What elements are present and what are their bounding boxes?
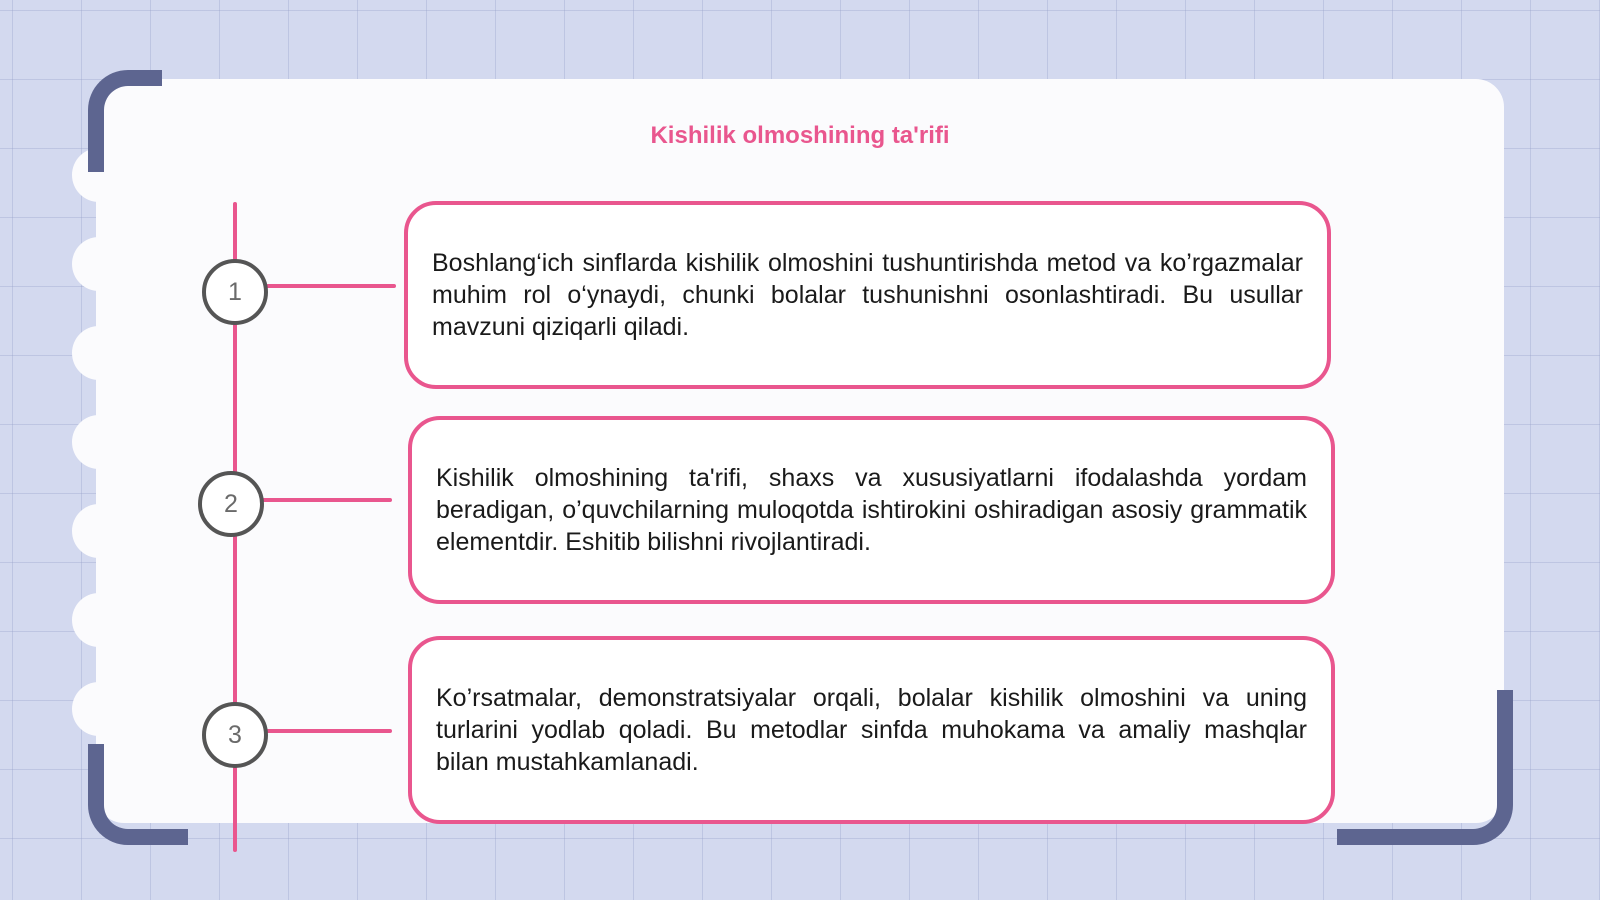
timeline-connector <box>262 498 392 502</box>
binder-tab <box>72 504 128 558</box>
binder-tab <box>72 593 128 647</box>
slide-title: Kishilik olmoshining ta'rifi <box>650 122 950 149</box>
corner-bracket-bottom-left <box>88 744 188 845</box>
timeline-connector <box>266 729 392 733</box>
step-card <box>404 201 1331 389</box>
step-text: Kishilik olmoshining ta'rifi, shaxs va xususiyatlarni ifodalashda yordam beradigan, o’quvchilarning muloqotda ishtirokini oshiradigan asosiy grammatik elementdir. Eshitib bilishni rivojlantiradi. <box>436 464 1307 556</box>
step-text: Ko’rsatmalar, demonstratsiyalar orqali, bolalar kishilik olmoshini va uning turlarini yodlab qoladi. Bu metodlar sinfda muhokama va amaliy mashqlar bilan mustahkamlanadi. <box>436 684 1307 776</box>
step-card <box>408 636 1335 824</box>
step-card <box>408 416 1335 604</box>
corner-bracket-bottom-right <box>1337 690 1513 845</box>
step-number-badge: 1 <box>202 259 268 325</box>
binder-tab <box>72 415 128 469</box>
binder-tab <box>72 326 128 380</box>
corner-bracket-top-left <box>88 70 162 172</box>
step-text: Boshlang‘ich sinflarda kishilik olmoshini tushuntirishda metod va ko’rgazmalar muhim rol o‘ynaydi, chunki bolalar tushunishni osonlashtiradi. Bu usullar mavzuni qiziqarli qiladi. <box>432 249 1303 341</box>
step-number-badge: 2 <box>198 471 264 537</box>
step-number-badge: 3 <box>202 702 268 768</box>
binder-tab <box>72 237 128 291</box>
binder-tab <box>72 682 128 736</box>
timeline-connector <box>266 284 396 288</box>
